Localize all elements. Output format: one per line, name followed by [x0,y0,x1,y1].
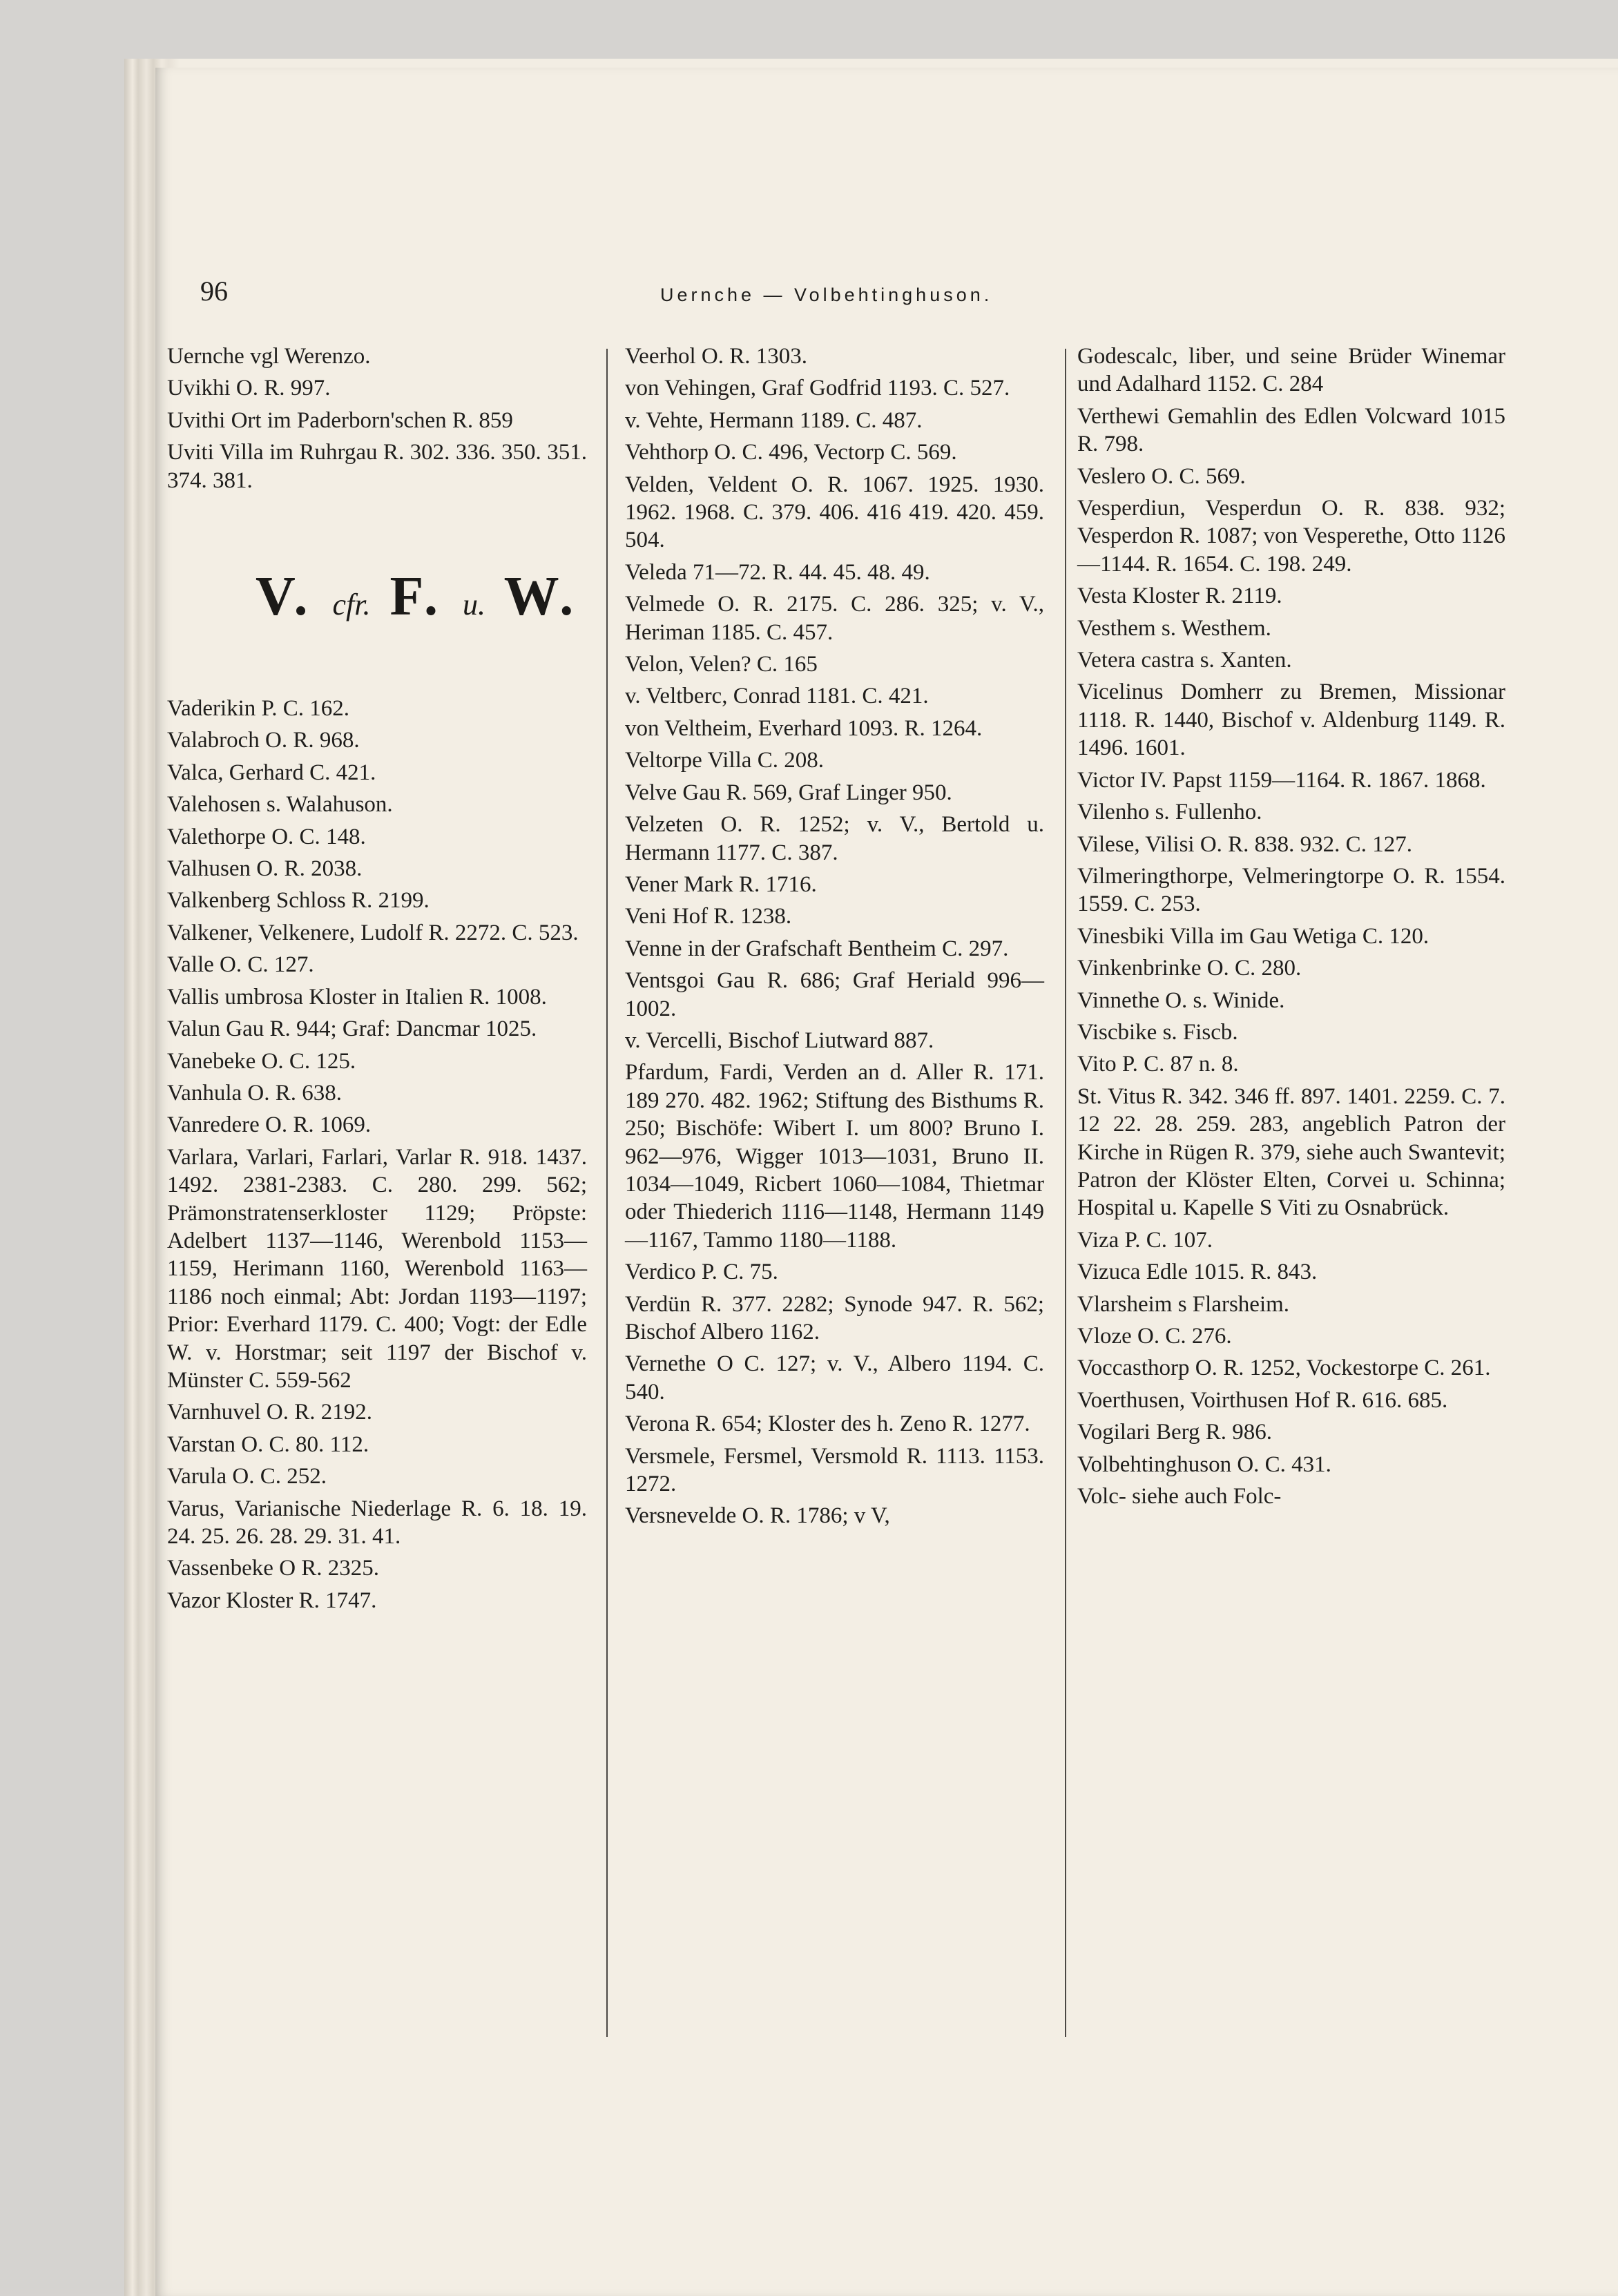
index-entry: Pfardum, Fardi, Verden an d. Aller R. 171. 189 270. 482. 1962; Stiftung des Bisthums R. 250; Bischöfe: Wibert I. um 800? Bruno I. 962—976, Wigger 1013—1031, Bruno II. 1034—1049, Ricbert 1060—1084, Thietmar oder Thiederich 1116—1148, Hermann 1149—1167, Tammo 1180—1188. [625,1060,1044,1253]
index-column-1 [167,343,587,1619]
index-entry: Vesperdiun, Vesperdun O. R. 838. 932; Vesperdon R. 1087; von Vesperethe, Otto 1126—1144. R. 1654. C. 198. 249. [1077,496,1505,577]
index-entry: Uvikhi O. R. 997. [167,376,331,401]
index-entry: Ventsgoi Gau R. 686; Graf Heriald 996—1002. [625,968,1044,1021]
index-entry: Valun Gau R. 944; Graf: Dancmar 1025. [167,1016,537,1042]
index-entry: Veltorpe Villa C. 208. [625,748,824,773]
index-entry: Vesthem s. Westhem. [1077,615,1271,641]
index-entry: Vizuca Edle 1015. R. 843. [1077,1260,1318,1285]
index-entry: Verona R. 654; Kloster des h. Zeno R. 1277. [625,1411,1030,1437]
index-entry: Valkener, Velkenere, Ludolf R. 2272. C. 523. [167,920,579,945]
index-entry: Verdico P. C. 75. [625,1260,778,1285]
index-entry: v. Vehte, Hermann 1189. C. 487. [625,407,923,433]
index-entry: Victor IV. Papst 1159—1164. R. 1867. 1868. [1077,767,1486,793]
index-entry: Vito P. C. 87 n. 8. [1077,1052,1239,1077]
index-entry: Venne in der Grafschaft Bentheim C. 297. [625,936,1009,961]
index-entry: Varus, Varianische Niederlage R. 6. 18. 19. 24. 25. 26. 28. 29. 31. 41. [167,1496,587,1549]
index-entry: Vanebeke O. C. 125. [167,1048,356,1074]
index-entry: v. Veltberc, Conrad 1181. C. 421. [625,684,929,709]
index-entry: Voccasthorp O. R. 1252, Vockestorpe C. 261. [1077,1356,1491,1381]
index-entry: Valle O. C. 127. [167,952,314,978]
index-entry: Uviti Villa im Ruhrgau R. 302. 336. 350. 351. 374. 381. [167,440,587,493]
index-entry: Vilenho s. Fullenho. [1077,800,1262,825]
index-entry: Volc- siehe auch Folc- [1077,1484,1282,1509]
index-entry: Viscbike s. Fiscb. [1077,1019,1238,1045]
index-entry: Vinkenbrinke O. C. 280. [1077,956,1302,981]
column-rule-1 [606,349,608,2037]
index-entry: Veni Hof R. 1238. [625,904,792,929]
index-entry: Voerthusen, Voirthusen Hof R. 616. 685. [1077,1387,1448,1413]
section-heading [256,566,587,633]
index-entry: Volbehtinghuson O. C. 431. [1077,1451,1331,1477]
index-entry: Valkenberg Schloss R. 2199. [167,888,430,914]
index-entry: Vener Mark R. 1716. [625,871,817,897]
heading-letter-w: W. [503,566,579,628]
index-entry: v. Vercelli, Bischof Liutward 887. [625,1028,934,1053]
index-entry: Varstan O. C. 80. 112. [167,1431,369,1457]
index-entry: Versmele, Fersmel, Versmold R. 1113. 1153. 1272. [625,1443,1044,1497]
index-entry: Verdün R. 377. 2282; Synode 947. R. 562; Bischof Albero 1162. [625,1291,1044,1344]
index-entry: Vinnethe O. s. Winide. [1077,987,1285,1013]
heading-letter-v: V. [256,566,314,628]
index-entry: Varlara, Varlari, Farlari, Varlar R. 918. 1437. 1492. 2381-2383. C. 280. 299. 562; Prämonstratenserkloster 1129; Pröpste: Adelbert 1137—1146, Werenbold 1153—1159, Herimann 1160, Werenbold 1163—1186 noch einmal; Abt: Jordan 1193—1197; Prior: Everhard 1179. C. 400; Vogt: der Edle W. v. Horstmar; seit 1197 der Bischof v. Münster C. 559-562 [167,1144,587,1393]
index-entry: Valhusen O. R. 2038. [167,856,363,882]
index-entry: Vlarsheim s Flarsheim. [1077,1291,1290,1317]
index-entry: Verthewi Gemahlin des Edlen Volcward 1015 R. 798. [1077,403,1505,457]
index-entry: Vinesbiki Villa im Gau Wetiga C. 120. [1077,923,1429,949]
index-entry: Vilese, Vilisi O. R. 838. 932. C. 127. [1077,831,1412,857]
index-entry: Velve Gau R. 569, Graf Linger 950. [625,780,952,805]
index-entry: Valehosen s. Walahuson. [167,792,393,818]
index-entry: Viza P. C. 107. [1077,1227,1213,1253]
index-column-2 [625,343,1044,1534]
index-entry: Velzeten O. R. 1252; v. V., Bertold u. Hermann 1177. C. 387. [625,812,1044,865]
index-entry: Vanredere O. R. 1069. [167,1112,372,1138]
index-entry: Versnevelde O. R. 1786; v V, [625,1503,890,1529]
index-entry: von Vehingen, Graf Godfrid 1193. C. 527. [625,376,1010,401]
index-entry: Veerhol O. R. 1303. [625,344,807,369]
index-entry: Vassenbeke O R. 2325. [167,1556,380,1581]
running-head: Uernche — Volbehtinghuson. [660,284,993,305]
index-entry: Vallis umbrosa Kloster in Italien R. 1008. [167,984,547,1010]
index-entry: Vogilari Berg R. 986. [1077,1420,1273,1445]
index-entry: Vaderikin P. C. 162. [167,696,349,722]
index-entry: Varula O. C. 252. [167,1464,327,1489]
index-entry: Veslero O. C. 569. [1077,463,1246,489]
index-entry: Vernethe O C. 127; v. V., Albero 1194. C. 540. [625,1351,1044,1405]
index-entry: Valabroch O. R. 968. [167,728,360,753]
index-entry: Vanhula O. R. 638. [167,1080,342,1106]
index-entry: Varnhuvel O. R. 2192. [167,1400,372,1425]
index-entry: Velon, Velen? C. 165 [625,652,818,677]
index-column-3 [1077,343,1505,1514]
index-entry: Uernche vgl Werenzo. [167,344,371,369]
index-entry: Valethorpe O. C. 148. [167,824,366,849]
index-entry: Velden, Veldent O. R. 1067. 1925. 1930. 1962. 1968. C. 379. 406. 416 419. 420. 459. 504. [625,472,1044,553]
index-entry: Vilmeringthorpe, Velmeringtorpe O. R. 1554. 1559. C. 253. [1077,863,1505,917]
heading-letter-f: F. [389,566,443,628]
heading-und: u. [463,588,485,622]
index-entry: Uvithi Ort im Paderborn'schen R. 859 [167,407,513,433]
index-entry: Godescalc, liber, und seine Brüder Winemar und Adalhard 1152. C. 284 [1077,344,1505,397]
heading-cfr: cfr. [332,588,371,622]
index-entry: Vetera castra s. Xanten. [1077,648,1292,673]
index-entry: Vehthorp O. C. 496, Vectorp C. 569. [625,440,957,465]
index-entry: Vicelinus Domherr zu Bremen, Missionar 1118. R. 1440, Bischof v. Aldenburg 1149. R. 1496. 1601. [1077,679,1505,761]
index-entry: Vloze O. C. 276. [1077,1324,1232,1349]
index-entry: Velmede O. R. 2175. C. 286. 325; v. V., Heriman 1185. C. 457. [625,592,1044,645]
index-entry: von Veltheim, Everhard 1093. R. 1264. [625,715,983,741]
index-entry: Valca, Gerhard C. 421. [167,760,376,785]
index-entry: St. Vitus R. 342. 346 ff. 897. 1401. 2259. C. 7. 12 22. 28. 259. 283, angeblich Patron der Kirche in Rügen R. 379, siehe auch Swantevit; Patron der Klöster Elten, Corvei u. Schinna; Hospital u. Kapelle S Viti zu Osnabrück. [1077,1083,1505,1221]
index-entry: Vesta Kloster R. 2119. [1077,583,1282,609]
index-entry: Veleda 71—72. R. 44. 45. 48. 49. [625,559,930,585]
page-number: 96 [200,276,228,307]
column-rule-2 [1065,349,1066,2037]
index-entry: Vazor Kloster R. 1747. [167,1588,377,1613]
